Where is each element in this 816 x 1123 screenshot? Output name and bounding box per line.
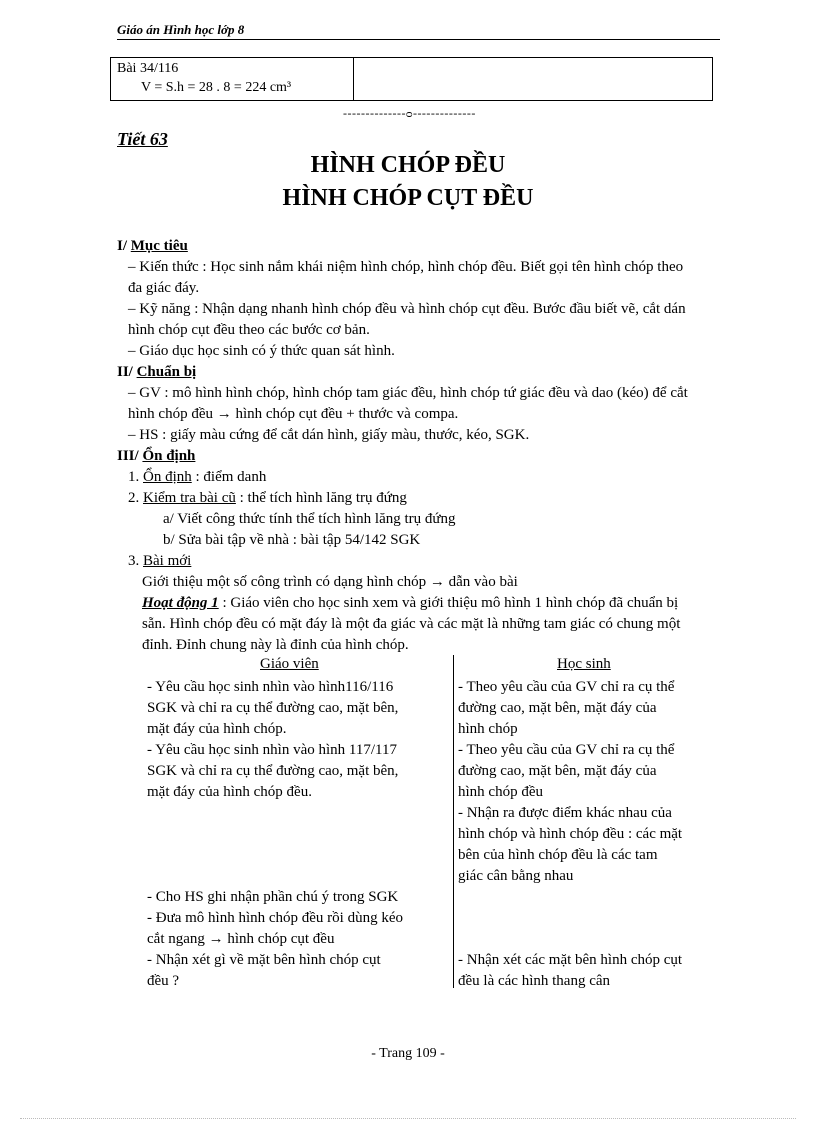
exercise-reference: Bài 34/116 [117,61,179,76]
teacher-column-header: Giáo viên [260,656,319,672]
teacher-line: SGK và chỉ ra cụ thể đường cao, mặt bên, [147,700,399,716]
section-stabilize-heading [117,446,195,467]
step-text: : thể tích hình lăng trụ đứng [235,490,407,506]
student-line: hình chóp đều [458,784,543,800]
page-bottom-border [20,1118,796,1119]
exercise-formula: V = S.h = 28 . 8 = 224 cm³ [141,80,292,95]
teacher-line: mặt đáy của hình chóp đều. [147,784,312,800]
section-title: Mục tiêu [130,238,188,254]
step-label: Ổn định [143,469,192,485]
activity-label: Hoạt động 1 [142,595,219,611]
step-review [128,488,407,509]
student-line: bên của hình chóp đều là các tam [458,847,658,863]
teacher-line: - Cho HS ghi nhận phần chú ý trong SGK [147,889,399,905]
previous-exercise-box [110,57,713,101]
step-text: : điểm danh [191,469,267,485]
section-number: II/ [117,364,137,380]
section-number: I/ [117,238,131,254]
header-title: Giáo án Hình học lớp 8 [117,22,245,37]
student-line: hình chóp [458,721,518,737]
student-line: đều là các hình thang cân [458,973,611,989]
title-line-2: HÌNH CHÓP CỤT ĐỀU [282,185,534,211]
page-number: - Trang 109 - [371,1046,445,1061]
section-number: III/ [117,448,143,464]
step-number: 3. [128,553,143,569]
intro-line: Giới thiệu một số công trình có dạng hình chóp → dẫn vào bài [142,574,518,590]
section-preparation-heading [117,362,196,383]
student-line: - Theo yêu cầu của GV chỉ ra cụ thể [458,679,675,695]
objective-line: – Kiến thức : Học sinh nắm khái niệm hình chóp, hình chóp đều. Biết gọi tên hình chóp theo [128,259,684,275]
section-title: Chuẩn bị [136,364,197,380]
student-line: giác cân bằng nhau [458,868,574,884]
teacher-line: - Yêu cầu học sinh nhìn vào hình 117/117 [147,742,397,758]
activity-text: : Giáo viên cho học sinh xem và giới thiệu mô hình 1 hình chóp đã chuẩn bị [218,595,679,611]
student-line: - Theo yêu cầu của GV chỉ ra cụ thể [458,742,675,758]
title-line-1: HÌNH CHÓP ĐỀU [310,152,506,178]
preparation-line: – GV : mô hình hình chóp, hình chóp tam giác đều, hình chóp tứ giác đều và dao (kéo) để cắt [128,385,688,401]
step-new-lesson [128,551,191,572]
objective-line: đa giác đáy. [128,280,200,296]
teacher-line: - Nhận xét gì về mặt bên hình chóp cụt [147,952,381,968]
step-label: Bài mới [143,553,192,569]
teacher-line: - Đưa mô hình hình chóp đều rồi dùng kéo [147,910,404,926]
teacher-line: - Yêu cầu học sinh nhìn vào hình116/116 [147,679,394,695]
review-item-a: a/ Viết công thức tính thể tích hình lăng trụ đứng [163,511,456,527]
step-label: Kiểm tra bài cũ [143,490,236,506]
objective-line: – Kỹ năng : Nhận dạng nhanh hình chóp đều và hình chóp cụt đều. Bước đầu biết vẽ, cắt dán [128,301,686,317]
section-objectives-heading [117,236,188,257]
table-column-divider [453,655,454,988]
lesson-number: Tiết 63 [117,129,168,149]
activity-line-1 [142,593,678,614]
preparation-line: – HS : giấy màu cứng để cắt dán hình, giấy màu, thước, kéo, SGK. [128,427,530,443]
review-item-b: b/ Sửa bài tập về nhà : bài tập 54/142 SGK [163,532,421,548]
objective-line: – Giáo dục học sinh có ý thức quan sát hình. [128,343,395,359]
student-line: đường cao, mặt bên, mặt đáy của [458,700,657,716]
student-line: hình chóp và hình chóp đều : các mặt [458,826,683,842]
student-line: đường cao, mặt bên, mặt đáy của [458,763,657,779]
student-line: - Nhận ra được điểm khác nhau của [458,805,672,821]
box-divider [353,58,354,100]
preparation-line: hình chóp đều → hình chóp cụt đều + thước và compa. [128,406,459,422]
activity-line-3: đỉnh. Đỉnh chung này là đỉnh của hình chóp. [142,637,409,653]
teacher-line: SGK và chỉ ra cụ thể đường cao, mặt bên, [147,763,399,779]
step-number: 1. [128,469,143,485]
teacher-line: mặt đáy của hình chóp. [147,721,287,737]
student-column-header: Học sinh [557,656,611,672]
section-separator: --------------ᴑ-------------- [343,106,476,120]
teacher-line: cắt ngang → hình chóp cụt đều [147,931,335,947]
step-attendance [128,467,266,488]
objective-line: hình chóp cụt đều theo các bước cơ bản. [128,322,370,338]
student-line: - Nhận xét các mặt bên hình chóp cụt [458,952,683,968]
step-number: 2. [128,490,143,506]
section-title: Ổn định [142,448,196,464]
teacher-line: đều ? [147,973,180,989]
header-divider [117,39,720,40]
activity-line-2: sẵn. Hình chóp đều có mặt đáy là một đa giác và các mặt là những tam giác có chung một [142,616,681,632]
